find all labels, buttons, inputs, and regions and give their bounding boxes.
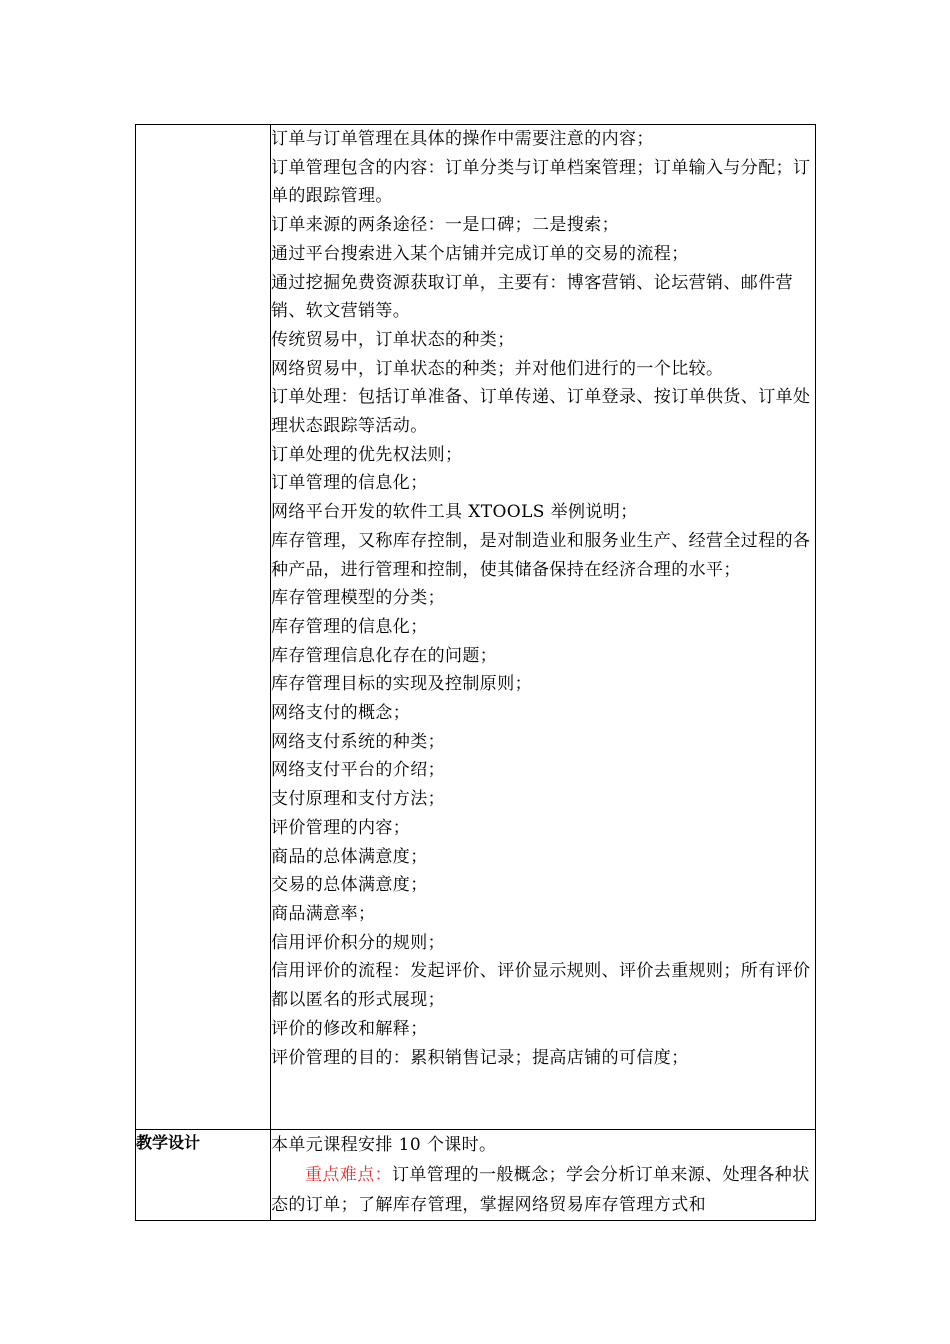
content-line: 订单处理的优先权法则； — [271, 444, 463, 465]
content-line: 评价管理的内容； — [271, 817, 411, 838]
content-line: 订单管理的信息化； — [271, 473, 428, 494]
content-line: 交易的总体满意度； — [271, 875, 428, 896]
course-table — [135, 124, 816, 1221]
content-cell — [271, 125, 816, 1130]
content-line: 支付原理和支付方法； — [271, 789, 445, 810]
teaching-design-row — [136, 1130, 816, 1221]
content-line: 商品满意率； — [271, 903, 376, 924]
content-line: 信用评价的流程：发起评价、评价显示规则、评价去重规则；所有评价都以匿名的形式展现； — [271, 961, 811, 1011]
content-line: 库存管理的信息化； — [271, 616, 428, 637]
key-points-text: 订单管理的一般概念；学会分析订单来源、处理各种状态的订单；了解库存管理，掌握网络贸易库存管理方式和 — [271, 1165, 810, 1215]
content-line: 网络支付的概念； — [271, 703, 411, 724]
content-line: 传统贸易中，订单状态的种类； — [271, 329, 515, 350]
content-line: 评价的修改和解释； — [271, 1018, 428, 1039]
content-line: 网络贸易中，订单状态的种类；并对他们进行的一个比较。 — [271, 358, 724, 379]
content-line: 商品的总体满意度； — [271, 846, 428, 867]
content-line: 信用评价积分的规则； — [271, 932, 445, 953]
content-line: 网络支付系统的种类； — [271, 731, 445, 752]
content-row — [136, 125, 816, 1130]
content-line: 库存管理信息化存在的问题； — [271, 645, 498, 666]
teaching-design-intro: 本单元课程安排 10 个课时。 — [271, 1135, 497, 1155]
content-line: 订单处理：包括订单准备、订单传递、订单登录、按订单供货、订单处理状态跟踪等活动。 — [271, 387, 811, 437]
content-line: 网络支付平台的介绍； — [271, 760, 445, 781]
key-points-label: 重点难点： — [305, 1165, 392, 1185]
content-line: 通过平台搜索进入某个店铺并完成订单的交易的流程； — [271, 243, 689, 264]
key-points-paragraph — [271, 1160, 815, 1220]
teaching-design-cell — [271, 1130, 816, 1221]
teaching-design-label: 教学设计 — [136, 1130, 271, 1221]
empty-label-cell — [136, 125, 271, 1130]
content-line: 评价管理的目的：累积销售记录；提高店铺的可信度； — [271, 1047, 689, 1068]
content-line: 网络平台开发的软件工具 XTOOLS 举例说明； — [271, 502, 638, 523]
content-line: 库存管理，又称库存控制，是对制造业和服务业生产、经营全过程的各种产品，进行管理和控制，使其储备保持在经济合理的水平； — [271, 530, 811, 580]
content-line: 通过挖掘免费资源获取订单，主要有：博客营销、论坛营销、邮件营销、软文营销等。 — [271, 272, 793, 322]
content-line: 订单来源的两条途径：一是口碑；二是搜索； — [271, 215, 619, 236]
content-line: 库存管理模型的分类； — [271, 588, 445, 609]
content-line: 订单与订单管理在具体的操作中需要注意的内容； — [271, 129, 654, 149]
content-line: 订单管理包含的内容：订单分类与订单档案管理；订单输入与分配；订单的跟踪管理。 — [271, 157, 811, 207]
content-line: 库存管理目标的实现及控制原则； — [271, 674, 532, 695]
